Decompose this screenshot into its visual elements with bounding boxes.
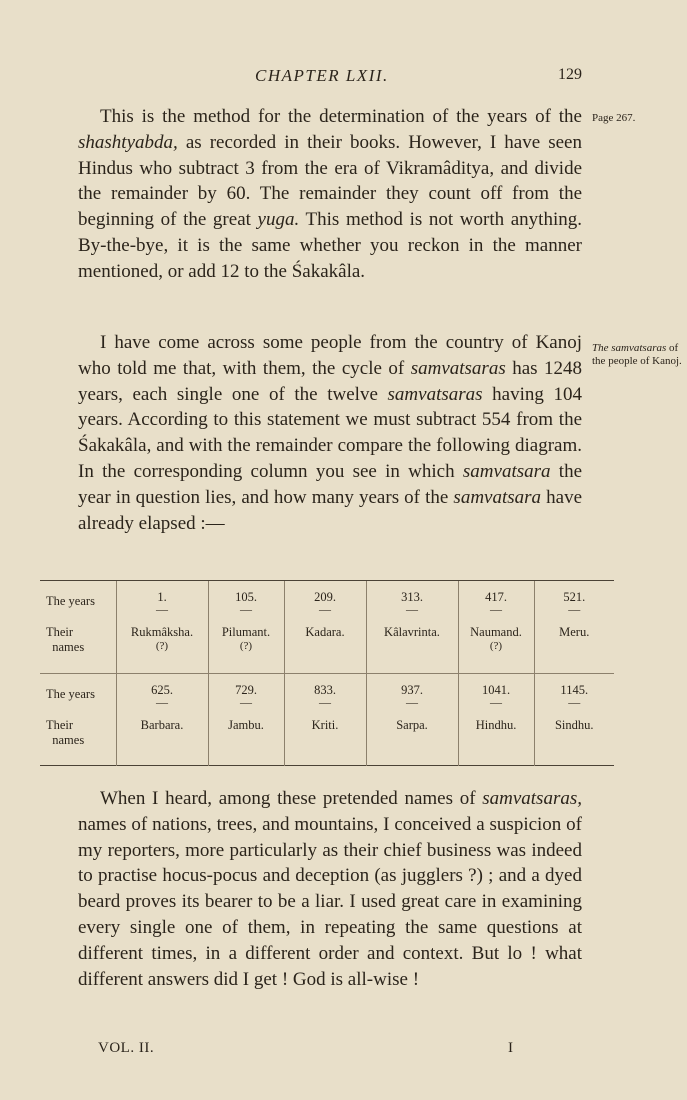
table-row (40, 621, 614, 674)
margin-note-rest: of the people of Kanoj. (592, 342, 682, 367)
name-cell: Meru. (534, 621, 614, 674)
year-cell: 1145. — (534, 674, 614, 715)
italic-term: samvatsara (462, 460, 551, 482)
italic-term: samvatsaras (387, 383, 483, 405)
year-cell: 521. — (534, 581, 614, 621)
paragraph-1-text (78, 104, 582, 285)
year-cell: 105. — (208, 581, 284, 621)
years-label: The years (46, 686, 95, 701)
name-cell: Pilumant. (?) (208, 621, 284, 674)
samvatsara-table (40, 580, 614, 766)
text-run: This is the method for the determination of the years of the (100, 106, 582, 127)
name-cell: Kriti. (284, 714, 366, 766)
year-cell: 209. — (284, 581, 366, 621)
name-cell: Kadara. (284, 621, 366, 674)
text-run: have already elapsed :— (78, 486, 583, 534)
italic-term: samvatsaras, (482, 788, 582, 809)
paragraph-2 (78, 330, 582, 536)
year-cell: 625. — (116, 674, 208, 715)
table-row (40, 674, 614, 715)
samvatsara-grid (40, 581, 614, 766)
italic-term: samvatsaras (410, 357, 506, 379)
year-cell: 417. — (458, 581, 534, 621)
name-cell: Sindhu. (534, 714, 614, 766)
text-run: having 104 years. According to this statement we must subtract 554 from the Śakakâla, and with the remainder compare the following diagram. In the corresponding column you see in which (78, 383, 582, 482)
italic-term: samvatsara (453, 486, 542, 508)
names-label: Their names (46, 718, 85, 747)
italic-term: yuga. (257, 209, 300, 231)
year-cell: 937. — (366, 674, 458, 715)
paragraph-3 (78, 786, 582, 992)
year-cell: 1041. — (458, 674, 534, 715)
name-cell: Kâlavrinta. (366, 621, 458, 674)
name-cell: Hindhu. (458, 714, 534, 766)
name-cell: Jambu. (208, 714, 284, 766)
text-run: This method is not worth anything. By-the-bye, it is the same whether you reckon in the manner mentioned, or add 12 to the Śakakâla. (78, 209, 582, 282)
page-number: 129 (558, 66, 582, 83)
name-cell: Rukmâksha. (?) (116, 621, 208, 674)
name-cell: Barbara. (116, 714, 208, 766)
paragraph-1 (78, 104, 582, 285)
years-label: The years (46, 593, 95, 608)
names-label: Their names (40, 621, 116, 674)
name-cell: Sarpa. (366, 714, 458, 766)
margin-note-italic: The samvatsaras (592, 342, 667, 354)
year-cell: 833. — (284, 674, 366, 715)
margin-note-samvatsaras (592, 342, 682, 368)
signature-mark: I (508, 1040, 513, 1056)
text-run: the year in question lies, and how many years of the (78, 460, 583, 508)
paragraph-2-text (78, 330, 582, 536)
running-head (0, 66, 687, 90)
text-run: names of nations, trees, and mountains, I conceived a suspicion of my reporters, more particularly as their chief business was indeed to practise hocus-pocus and deception (as jugglers ?) ; and a dyed beard proves its bearer to be a liar. I used great care in examining every single one of them, in repeating the same questions at different times, in a different order and context. But lo ! what different answers did I get ! God is all-wise ! (78, 813, 582, 990)
margin-note-page-ref: Page 267. (592, 112, 636, 124)
year-cell: 729. — (208, 674, 284, 715)
text-run: has 1248 years, each single one of the twelve (78, 357, 583, 405)
text-run: When I heard, among these pretended names of (100, 788, 483, 809)
text-run: as recorded in their books. However, I have seen Hindus who subtract 3 from the era of Vikramâditya, and divide the remainder by 60. The remainder they count off from the beginning of the great (78, 131, 582, 231)
year-cell: 313. — (366, 581, 458, 621)
italic-term: shashtyabda, (78, 131, 178, 153)
chapter-title: CHAPTER LXII. (255, 66, 389, 85)
paragraph-3-text (78, 786, 582, 992)
volume-label: VOL. II. (98, 1040, 155, 1056)
table-row (40, 714, 614, 766)
year-cell: 1. — (116, 581, 208, 621)
text-run: I have come across some people from the country of Kanoj who told me that, with them, the cycle of (78, 332, 582, 379)
table-row (40, 581, 614, 621)
name-cell: Naumand. (?) (458, 621, 534, 674)
